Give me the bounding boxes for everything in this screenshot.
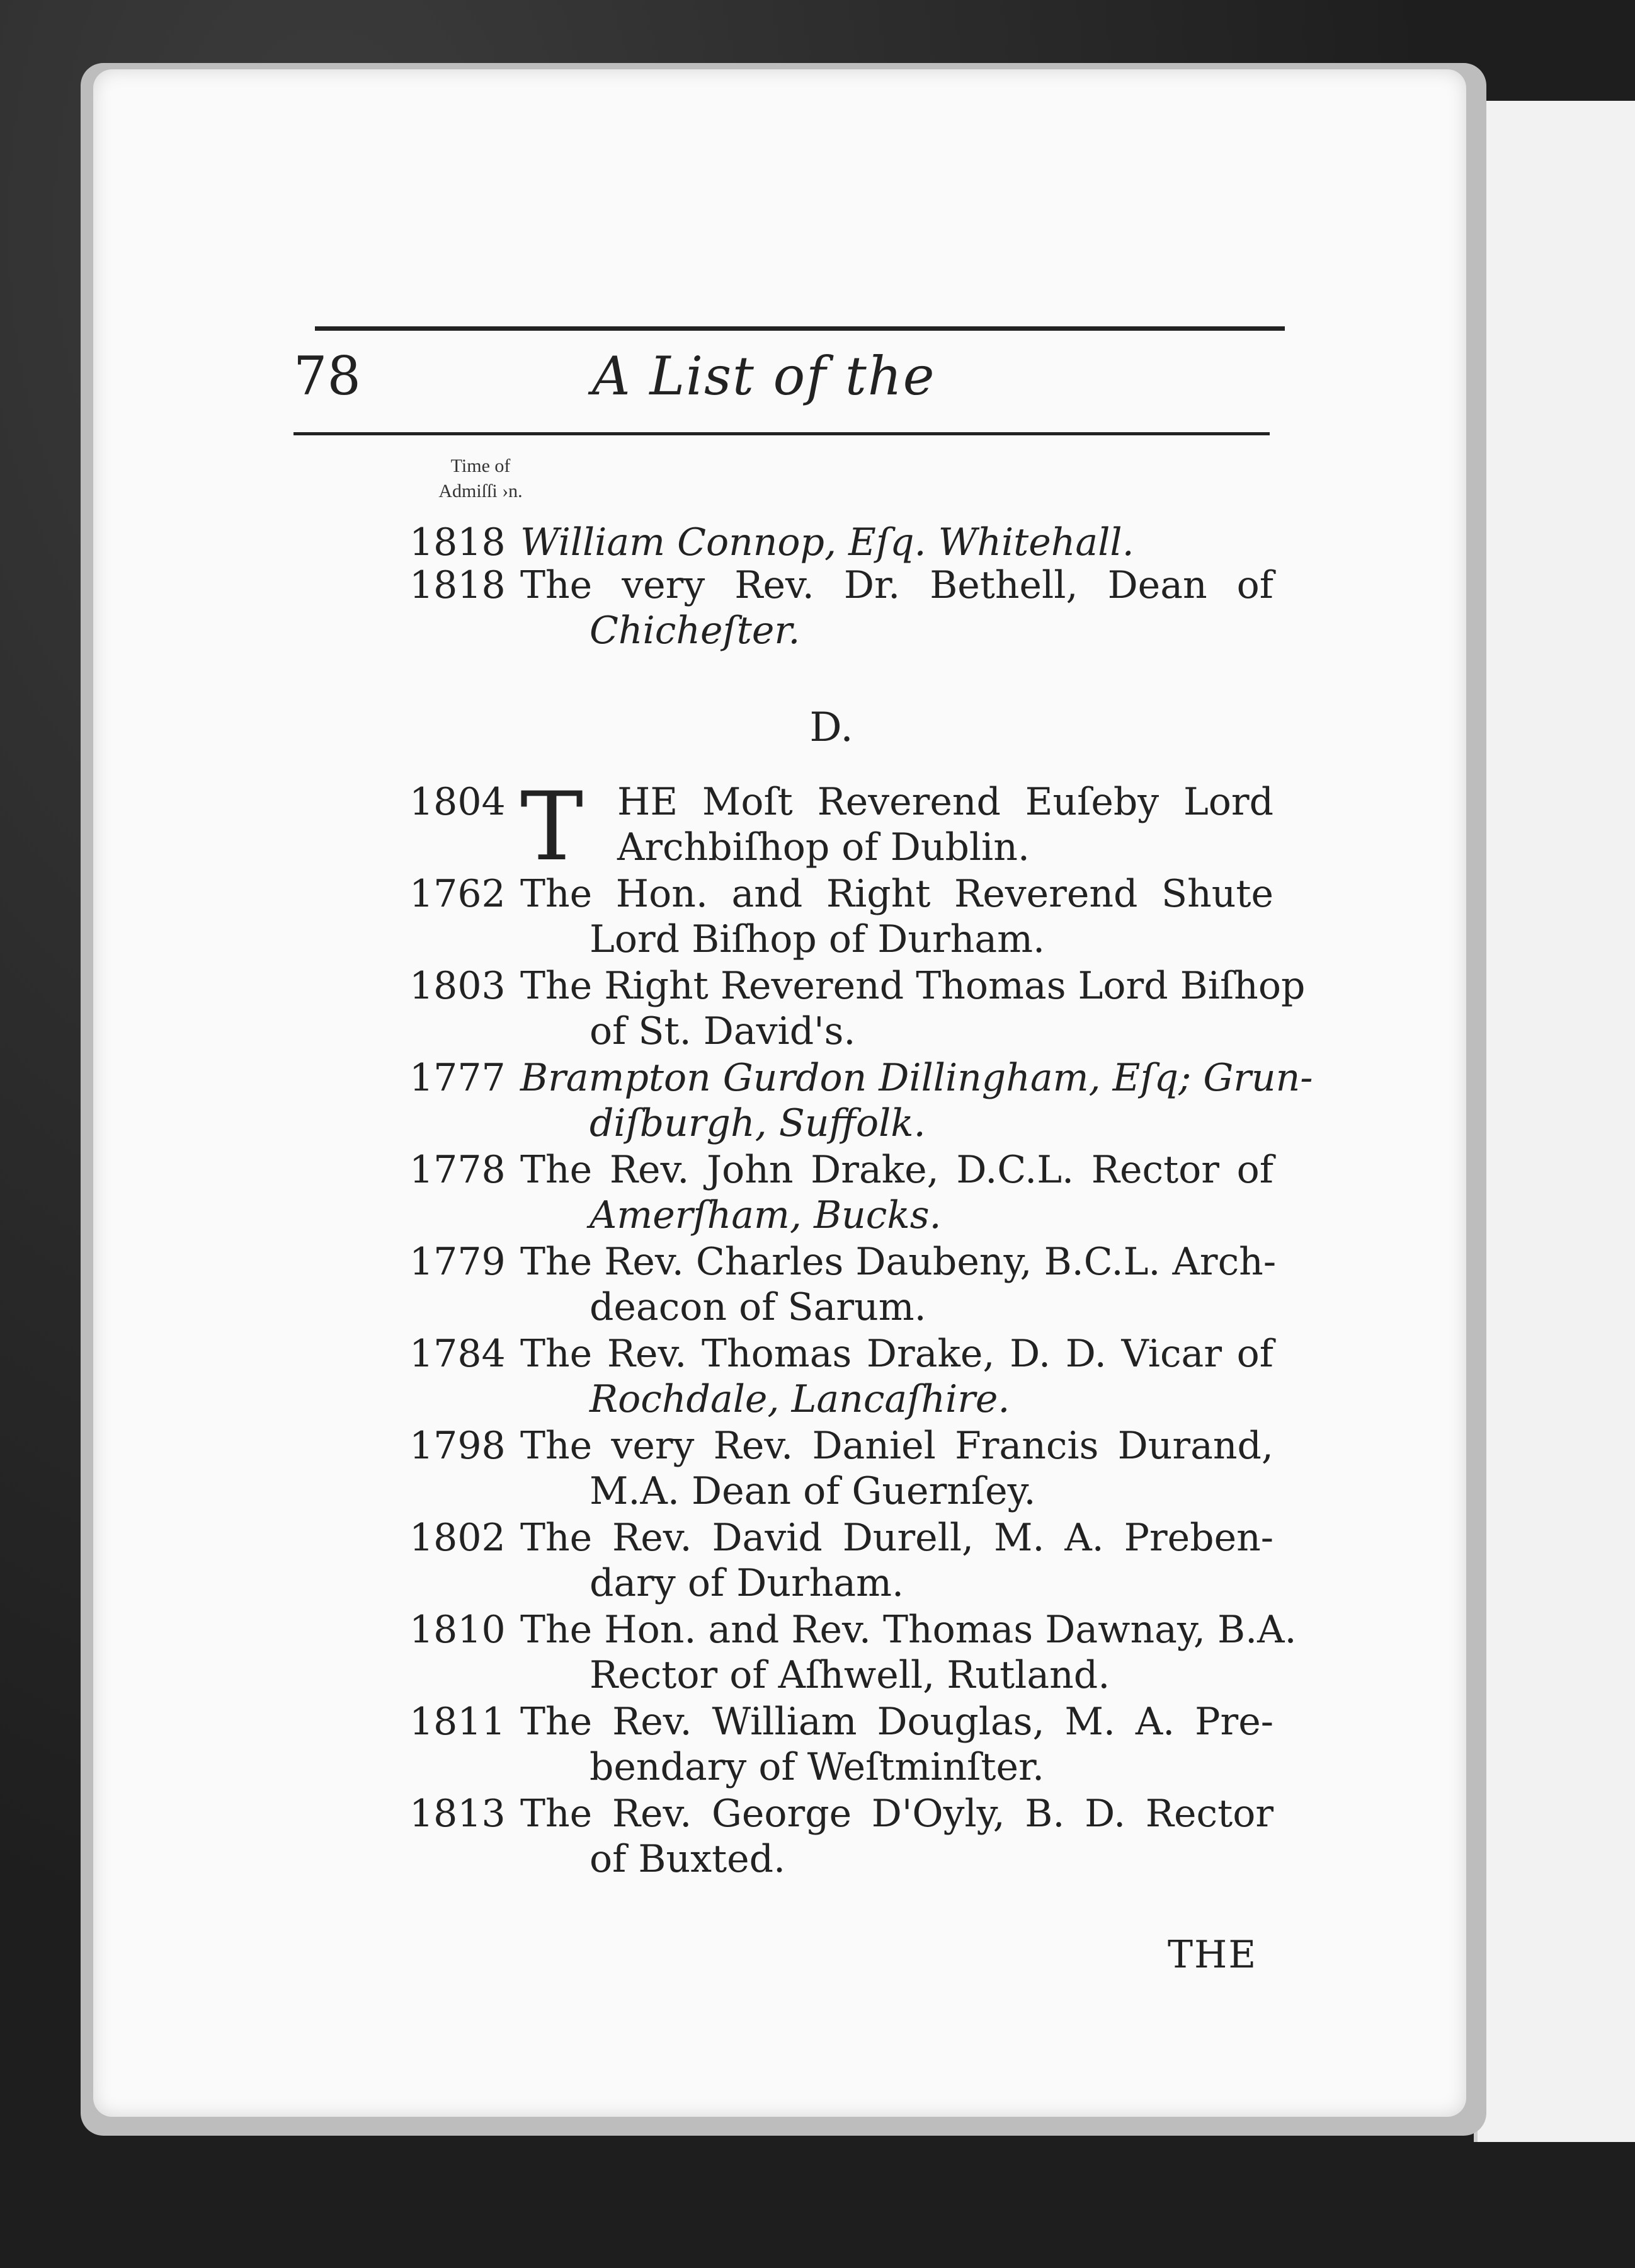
entry-line: The very Rev. Dr. Bethell, Dean of [520, 563, 1273, 607]
entry-line-continued: bendary of Weſtminſter. [590, 1745, 1045, 1789]
drop-cap: T [520, 772, 584, 882]
entry-line: The Rev. David Durell, M. A. Preben- [520, 1516, 1273, 1560]
entry-line: HE Moſt Reverend Euſeby Lord [617, 780, 1273, 824]
entry-line: The Hon. and Right Reverend Shute [520, 872, 1273, 916]
entry-line: The very Rev. Daniel Francis Durand, [520, 1424, 1273, 1468]
entry-line: William Connop, Eſq. Whitehall. [520, 520, 1134, 564]
entry-year: 1784 [409, 1332, 506, 1376]
entry-year: 1802 [409, 1516, 506, 1560]
header-rule-top [315, 326, 1285, 331]
entry-year: 1818 [409, 520, 506, 564]
header-rule-bottom [293, 432, 1270, 435]
entry-line-continued: Rochdale, Lancaſhire. [590, 1377, 1010, 1421]
section-letter: D. [809, 704, 853, 751]
entry-line-continued: of Buxted. [590, 1837, 786, 1881]
entry-year: 1803 [409, 964, 506, 1008]
entry-line: The Rev. Thomas Drake, D. D. Vicar of [520, 1332, 1273, 1376]
entry-line-continued: M.A. Dean of Guernſey. [590, 1469, 1036, 1513]
entry-year: 1798 [409, 1424, 506, 1468]
entry-line-continued: Rector of Aſhwell, Rutland. [590, 1653, 1110, 1697]
page-number: 78 [293, 345, 361, 407]
entry-line: Brampton Gurdon Dillingham, Eſq; Grun- [520, 1056, 1313, 1100]
entry-line: The Rev. John Drake, D.C.L. Rector of [520, 1148, 1273, 1192]
entry-line: The Hon. and Rev. Thomas Dawnay, B.A. [520, 1608, 1297, 1652]
entry-line-continued: Archbiſhop of Dublin. [617, 825, 1030, 869]
entry-year: 1804 [409, 780, 506, 824]
entry-line-continued: Amerſham, Bucks. [590, 1193, 942, 1237]
entry-year: 1818 [409, 563, 506, 607]
entry-year: 1779 [409, 1240, 506, 1284]
entry-line-continued: diſburgh, Suffolk. [590, 1101, 926, 1145]
column-heading [408, 454, 553, 504]
entry-line: The Rev. Charles Daubeny, B.C.L. Arch- [520, 1240, 1277, 1284]
column-heading-line: Admiſſi ›n. [438, 481, 523, 501]
entry-year: 1762 [409, 872, 506, 916]
running-header: A List of the [592, 345, 936, 407]
entry-year: 1813 [409, 1792, 506, 1836]
entry-line-continued: dary of Durham. [590, 1561, 904, 1605]
entry-year: 1810 [409, 1608, 506, 1652]
entry-line-continued: deacon of Sarum. [590, 1285, 926, 1329]
entry-line: The Rev. William Douglas, M. A. Pre- [520, 1700, 1273, 1744]
entry-line-continued: of St. David's. [590, 1009, 856, 1053]
entry-year: 1811 [409, 1700, 506, 1744]
entry-line-continued: Chicheſter. [590, 609, 800, 653]
entry-line-continued: Lord Biſhop of Durham. [590, 917, 1045, 961]
entry-year: 1778 [409, 1148, 506, 1192]
catchword: THE [1168, 1933, 1258, 1977]
entry-line: The Rev. George D'Oyly, B. D. Rector [520, 1792, 1273, 1836]
entry-year: 1777 [409, 1056, 506, 1100]
facing-page-edge [1474, 101, 1635, 2142]
column-heading-line: Time of [450, 455, 511, 476]
entry-line: The Right Reverend Thomas Lord Biſhop [520, 964, 1306, 1008]
